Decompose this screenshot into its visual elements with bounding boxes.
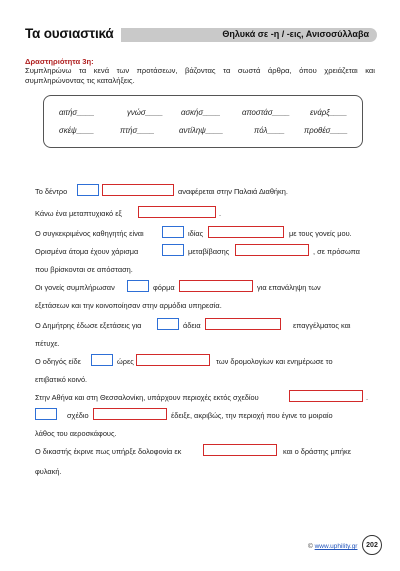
article-blank[interactable] (127, 280, 149, 292)
website-link[interactable]: www.uphility.gr (314, 543, 358, 550)
article-blank[interactable] (162, 226, 184, 238)
article-blank[interactable] (157, 318, 179, 330)
sentence-text: φυλακή. (35, 467, 62, 476)
page-header (25, 26, 377, 46)
word-bank-item: ενάρξ____ (310, 108, 348, 117)
sentence-text: και ο δράστης μπήκε (283, 447, 351, 456)
topic-banner (121, 28, 377, 42)
sentence-text: πέτυχε. (35, 339, 60, 348)
sentence-text: των δρομολογίων και ενημέρωσε το (216, 357, 333, 366)
sentence-text: αναφέρεται στην Παλαιά Διαθήκη. (178, 187, 288, 196)
sentence-text: . (366, 393, 369, 402)
article-blank[interactable] (35, 408, 57, 420)
ending-blank[interactable] (205, 318, 281, 330)
ending-blank[interactable] (179, 280, 253, 292)
ending-blank[interactable] (138, 206, 216, 218)
word-bank-item: ασκήσ____ (181, 108, 221, 117)
sentence-text: Οι γονείς συμπλήρωσαν (35, 283, 115, 292)
word-bank-item: πτήσ____ (120, 126, 155, 135)
ending-blank[interactable] (208, 226, 284, 238)
sentence-text: μεταβίβασης (188, 247, 230, 256)
ending-blank[interactable] (102, 184, 174, 196)
page-title: Τα ουσιαστικά (25, 26, 114, 41)
ending-blank[interactable] (93, 408, 167, 420)
sentence-text: σχέδιο (67, 411, 89, 420)
sentence-text: ιδίας (188, 229, 204, 238)
sentence-text: για επανάληψη των (257, 283, 321, 292)
word-bank (43, 95, 363, 148)
sentence-text: Ο οδηγός είδε (35, 357, 81, 366)
sentence-text: επιβατικό κοινό. (35, 375, 88, 384)
word-bank-item: αντίληψ____ (179, 126, 224, 135)
ending-blank[interactable] (235, 244, 309, 256)
sentence-text: , σε πρόσωπα (313, 247, 360, 256)
page-number: 202 (362, 535, 382, 555)
sentence-text: λάθος του αεροσκάφους. (35, 429, 117, 438)
article-blank[interactable] (162, 244, 184, 256)
sentence-text: Κάνω ένα μεταπτυχιακό εξ (35, 209, 122, 218)
topic-banner-text: Θηλυκά σε -η / -εις, Ανισοσύλλαβα (222, 29, 369, 39)
activity-instructions: Συμπληρώνω τα κενά των προτάσεων, βάζοντας τα σωστά άρθρα, όπου χρειάζεται και συμπληρώνοντας τις καταλήξεις. (25, 66, 375, 85)
footer (308, 543, 357, 550)
ending-blank[interactable] (136, 354, 210, 366)
word-bank-item: προθέσ____ (304, 126, 348, 135)
copyright-symbol: © (308, 543, 313, 550)
sentence-text: που βρίσκονται σε απόσταση. (35, 265, 133, 274)
sentence-text: εξετάσεων και την κοινοποίησαν στην αρμόδια υπηρεσία. (35, 301, 222, 310)
word-bank-item: αιτήσ____ (59, 108, 95, 117)
activity-label: Δραστηριότητα 3η: (25, 57, 94, 66)
article-blank[interactable] (91, 354, 113, 366)
sentence-text: Ο συγκεκριμένος καθηγητής είναι (35, 229, 144, 238)
sentence-text: Στην Αθήνα και στη Θεσσαλονίκη, υπάρχουν περιοχές εκτός σχεδίου (35, 393, 259, 402)
sentence-text: έδειξε, ακριβώς, την περιοχή που έγινε το μοιραίο (171, 411, 333, 420)
ending-blank[interactable] (203, 444, 277, 456)
word-bank-item: πόλ____ (254, 126, 285, 135)
sentence-text: Ο δικαστής έκρινε πως υπήρξε δολοφονία εκ (35, 447, 182, 456)
word-bank-item: αποστάσ____ (242, 108, 290, 117)
sentence-text: φόρμα (153, 283, 175, 292)
sentence-text: ώρες (117, 357, 134, 366)
sentence-text: άδεια (183, 321, 201, 330)
sentence-text: με τους γονείς μου. (289, 229, 352, 238)
word-bank-item: σκέψ____ (59, 126, 95, 135)
ending-blank[interactable] (289, 390, 363, 402)
sentence-text: επαγγέλματος και (293, 321, 351, 330)
sentence-text: Ο Δημήτρης έδωσε εξετάσεις για (35, 321, 142, 330)
sentence-text: Ορισμένα άτομα έχουν χάρισμα (35, 247, 139, 256)
sentence-text: . (219, 209, 222, 218)
word-bank-item: γνώσ____ (127, 108, 163, 117)
sentence-text: Το δέντρο (35, 187, 68, 196)
article-blank[interactable] (77, 184, 99, 196)
